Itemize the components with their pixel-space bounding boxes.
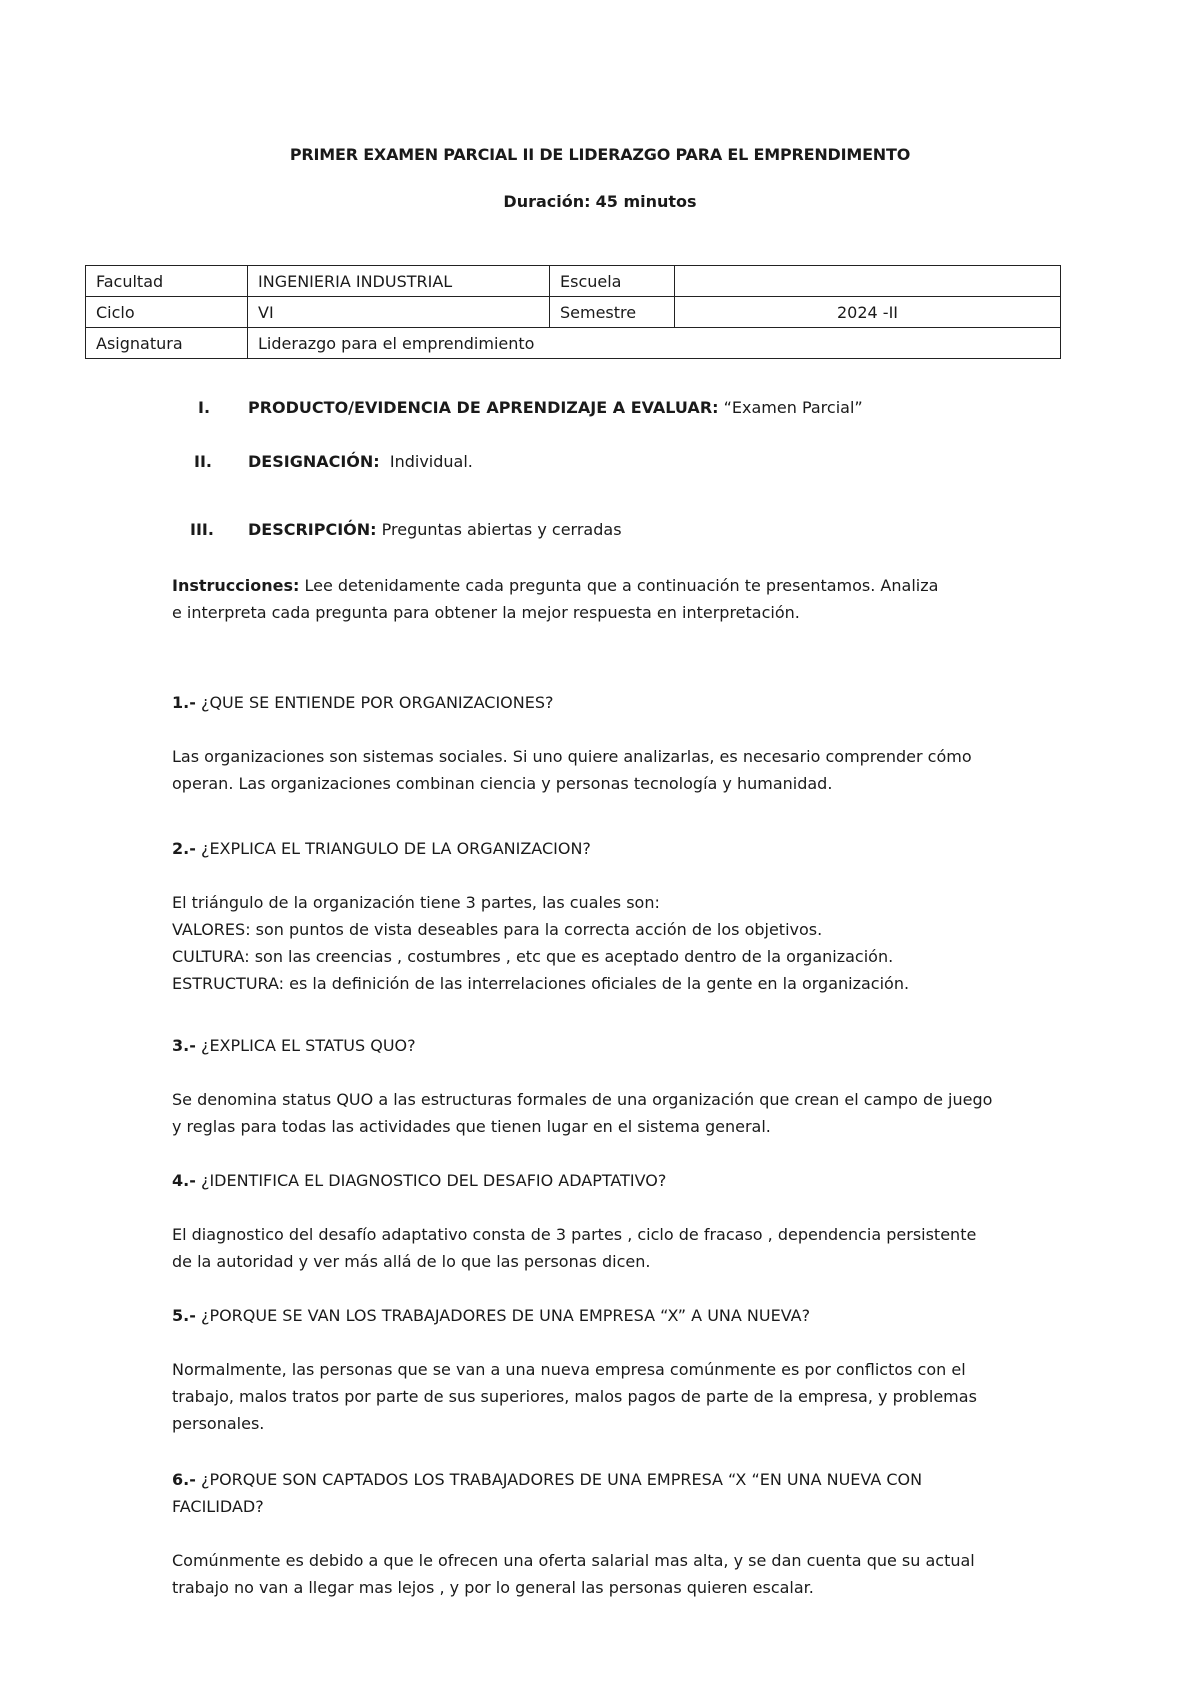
duration-label: Duración: [503, 192, 591, 211]
question-number: 2.- [172, 839, 196, 858]
instructions-text-2: e interpreta cada pregunta para obtener la mejor respuesta en interpretación. [172, 603, 800, 622]
question-2 [172, 835, 1082, 862]
question-text: ¿IDENTIFICA EL DIAGNOSTICO DEL DESAFIO ADAPTATIVO? [195, 1171, 667, 1190]
answer-4 [172, 1221, 1082, 1275]
info-table [85, 265, 1061, 359]
section-number: III. [190, 520, 214, 539]
answer-line: Las organizaciones son sistemas sociales. Si uno quiere analizarlas, es necesario comprender cómo [172, 747, 972, 766]
answer-6 [172, 1547, 1082, 1601]
answer-line: y reglas para todas las actividades que tienen lugar en el sistema general. [172, 1117, 771, 1136]
info-row-asignatura [86, 328, 1061, 359]
section-value: “Examen Parcial” [718, 398, 863, 417]
ciclo-value: VI [248, 297, 550, 328]
question-title [172, 1302, 1082, 1329]
section-text [248, 398, 863, 417]
question-title [172, 1032, 1082, 1059]
question-text: ¿PORQUE SON CAPTADOS LOS TRABAJADORES DE UNA EMPRESA “X “EN UNA NUEVA CON [195, 1470, 923, 1489]
answer-line: ESTRUCTURA: es la definición de las interrelaciones oficiales de la gente en la organización. [172, 974, 910, 993]
duration-value: 45 minutos [595, 192, 697, 211]
instructions-label: Instrucciones: [172, 576, 300, 595]
question-text: ¿EXPLICA EL STATUS QUO? [195, 1036, 416, 1055]
question-text-continued: FACILIDAD? [172, 1497, 264, 1516]
answer-line: personales. [172, 1414, 265, 1433]
question-title [172, 689, 1082, 716]
question-5 [172, 1302, 1082, 1329]
instructions-line-1 [172, 572, 1082, 599]
answer-line: Normalmente, las personas que se van a una nueva empresa comúnmente es por conflictos con el [172, 1360, 966, 1379]
instructions [172, 572, 1082, 626]
question-title [172, 1167, 1082, 1194]
question-6 [172, 1466, 1082, 1520]
section-text [248, 520, 622, 539]
answer-line: El triángulo de la organización tiene 3 partes, las cuales son: [172, 893, 660, 912]
facultad-label: Facultad [86, 266, 248, 297]
answer-line: trabajo no van a llegar mas lejos , y por lo general las personas quieren escalar. [172, 1578, 814, 1597]
question-4 [172, 1167, 1082, 1194]
answer-5 [172, 1356, 1082, 1437]
asignatura-value: Liderazgo para el emprendimiento [248, 328, 1061, 359]
escuela-value [675, 266, 1061, 297]
answer-line: operan. Las organizaciones combinan ciencia y personas tecnología y humanidad. [172, 774, 833, 793]
answer-line: Comúnmente es debido a que le ofrecen una oferta salarial mas alta, y se dan cuenta que su actual [172, 1551, 975, 1570]
question-text: ¿PORQUE SE VAN LOS TRABAJADORES DE UNA EMPRESA “X” A UNA NUEVA? [195, 1306, 811, 1325]
question-title [172, 835, 1082, 862]
escuela-label: Escuela [550, 266, 675, 297]
section-label: DESIGNACIÓN: [248, 452, 380, 471]
answer-2 [172, 889, 1082, 997]
question-number: 4.- [172, 1171, 196, 1190]
exam-title: PRIMER EXAMEN PARCIAL II DE LIDERAZGO PARA EL EMPRENDIMENTO [289, 145, 911, 164]
answer-line: Se denomina status QUO a las estructuras formales de una organización que crean el campo de juego [172, 1090, 993, 1109]
question-number: 5.- [172, 1306, 196, 1325]
semestre-value: 2024 -II [675, 297, 1061, 328]
section-value: Individual. [379, 452, 473, 471]
answer-line: trabajo, malos tratos por parte de sus superiores, malos pagos de parte de la empresa, y problemas [172, 1387, 977, 1406]
answer-line: El diagnostico del desafío adaptativo consta de 3 partes , ciclo de fracaso , dependencia persistente [172, 1225, 977, 1244]
answer-line: VALORES: son puntos de vista deseables para la correcta acción de los objetivos. [172, 920, 823, 939]
question-title [172, 1466, 1082, 1493]
ciclo-label: Ciclo [86, 297, 248, 328]
answer-line: de la autoridad y ver más allá de lo que las personas dicen. [172, 1252, 651, 1271]
question-1 [172, 689, 1082, 716]
section-number: I. [198, 398, 211, 417]
exam-duration [0, 192, 1200, 211]
facultad-value: INGENIERIA INDUSTRIAL [248, 266, 550, 297]
section-value: Preguntas abiertas y cerradas [376, 520, 622, 539]
answer-1 [172, 743, 1082, 797]
semestre-label: Semestre [550, 297, 675, 328]
section-number: II. [194, 452, 212, 471]
question-3 [172, 1032, 1082, 1059]
section-label: DESCRIPCIÓN: [248, 520, 377, 539]
answer-3 [172, 1086, 1082, 1140]
info-row-facultad [86, 266, 1061, 297]
asignatura-label: Asignatura [86, 328, 248, 359]
question-number: 1.- [172, 693, 196, 712]
question-text: ¿QUE SE ENTIENDE POR ORGANIZACIONES? [195, 693, 554, 712]
answer-line: CULTURA: son las creencias , costumbres , etc que es aceptado dentro de la organización. [172, 947, 894, 966]
section-label: PRODUCTO/EVIDENCIA DE APRENDIZAJE A EVALUAR: [248, 398, 719, 417]
question-text: ¿EXPLICA EL TRIANGULO DE LA ORGANIZACION? [195, 839, 591, 858]
info-row-ciclo [86, 297, 1061, 328]
section-text [248, 452, 473, 471]
question-number: 3.- [172, 1036, 196, 1055]
instructions-text-1: Lee detenidamente cada pregunta que a continuación te presentamos. Analiza [299, 576, 939, 595]
question-number: 6.- [172, 1470, 196, 1489]
